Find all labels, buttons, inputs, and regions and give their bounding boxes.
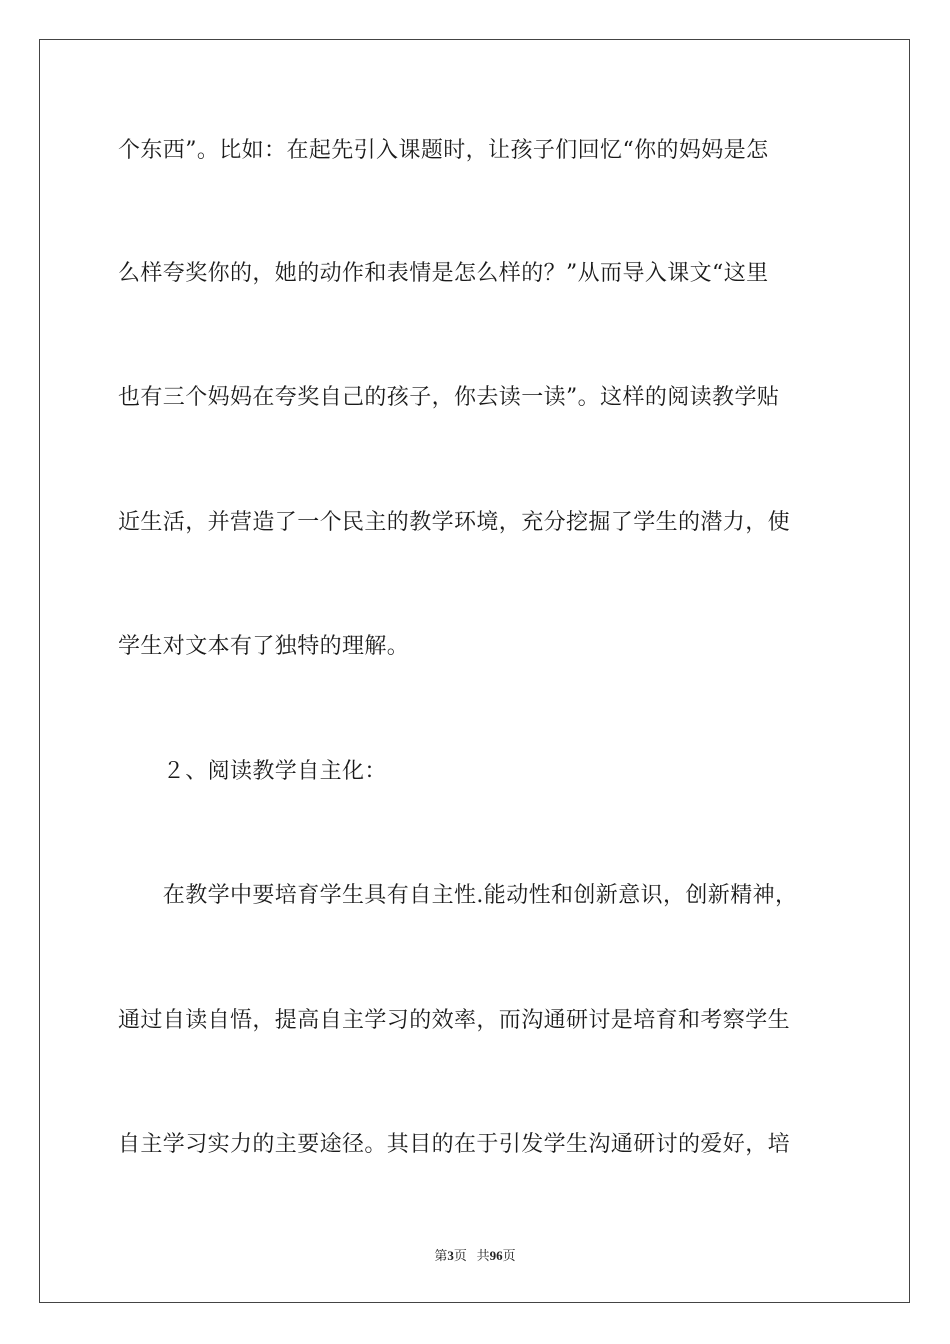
text-line: 么样夸奖你的，她的动作和表情是怎么样的？”从而导入课文“这里 [118, 261, 769, 286]
text-line: 个东西”。比如：在起先引入课题时，让孩子们回忆“你的妈妈是怎 [118, 138, 769, 163]
text-line: 近生活，并营造了一个民主的教学环境，充分挖掘了学生的潜力，使 [118, 510, 791, 535]
page-total: 96 [489, 1248, 503, 1263]
text-line: 自主学习实力的主要途径。其目的在于引发学生沟通研讨的爱好，培 [118, 1132, 791, 1157]
total-prefix: 共 [476, 1248, 490, 1263]
page-prefix: 第 [434, 1248, 448, 1263]
section-heading: ２、阅读教学自主化： [118, 759, 387, 784]
page-suffix: 页 [453, 1248, 467, 1263]
text-line: 也有三个妈妈在夸奖自己的孩子，你去读一读”。这样的阅读教学贴 [118, 385, 780, 410]
text-line: 在教学中要培育学生具有自主性.能动性和创新意识，创新精神， [118, 883, 798, 908]
page-border [39, 39, 910, 1303]
text-line: 学生对文本有了独特的理解。 [118, 634, 410, 659]
total-suffix: 页 [502, 1248, 516, 1263]
page-current: 3 [447, 1248, 454, 1263]
text-line: 通过自读自悟，提高自主学习的效率，而沟通研讨是培育和考察学生 [118, 1008, 791, 1033]
page-footer [0, 1247, 950, 1265]
